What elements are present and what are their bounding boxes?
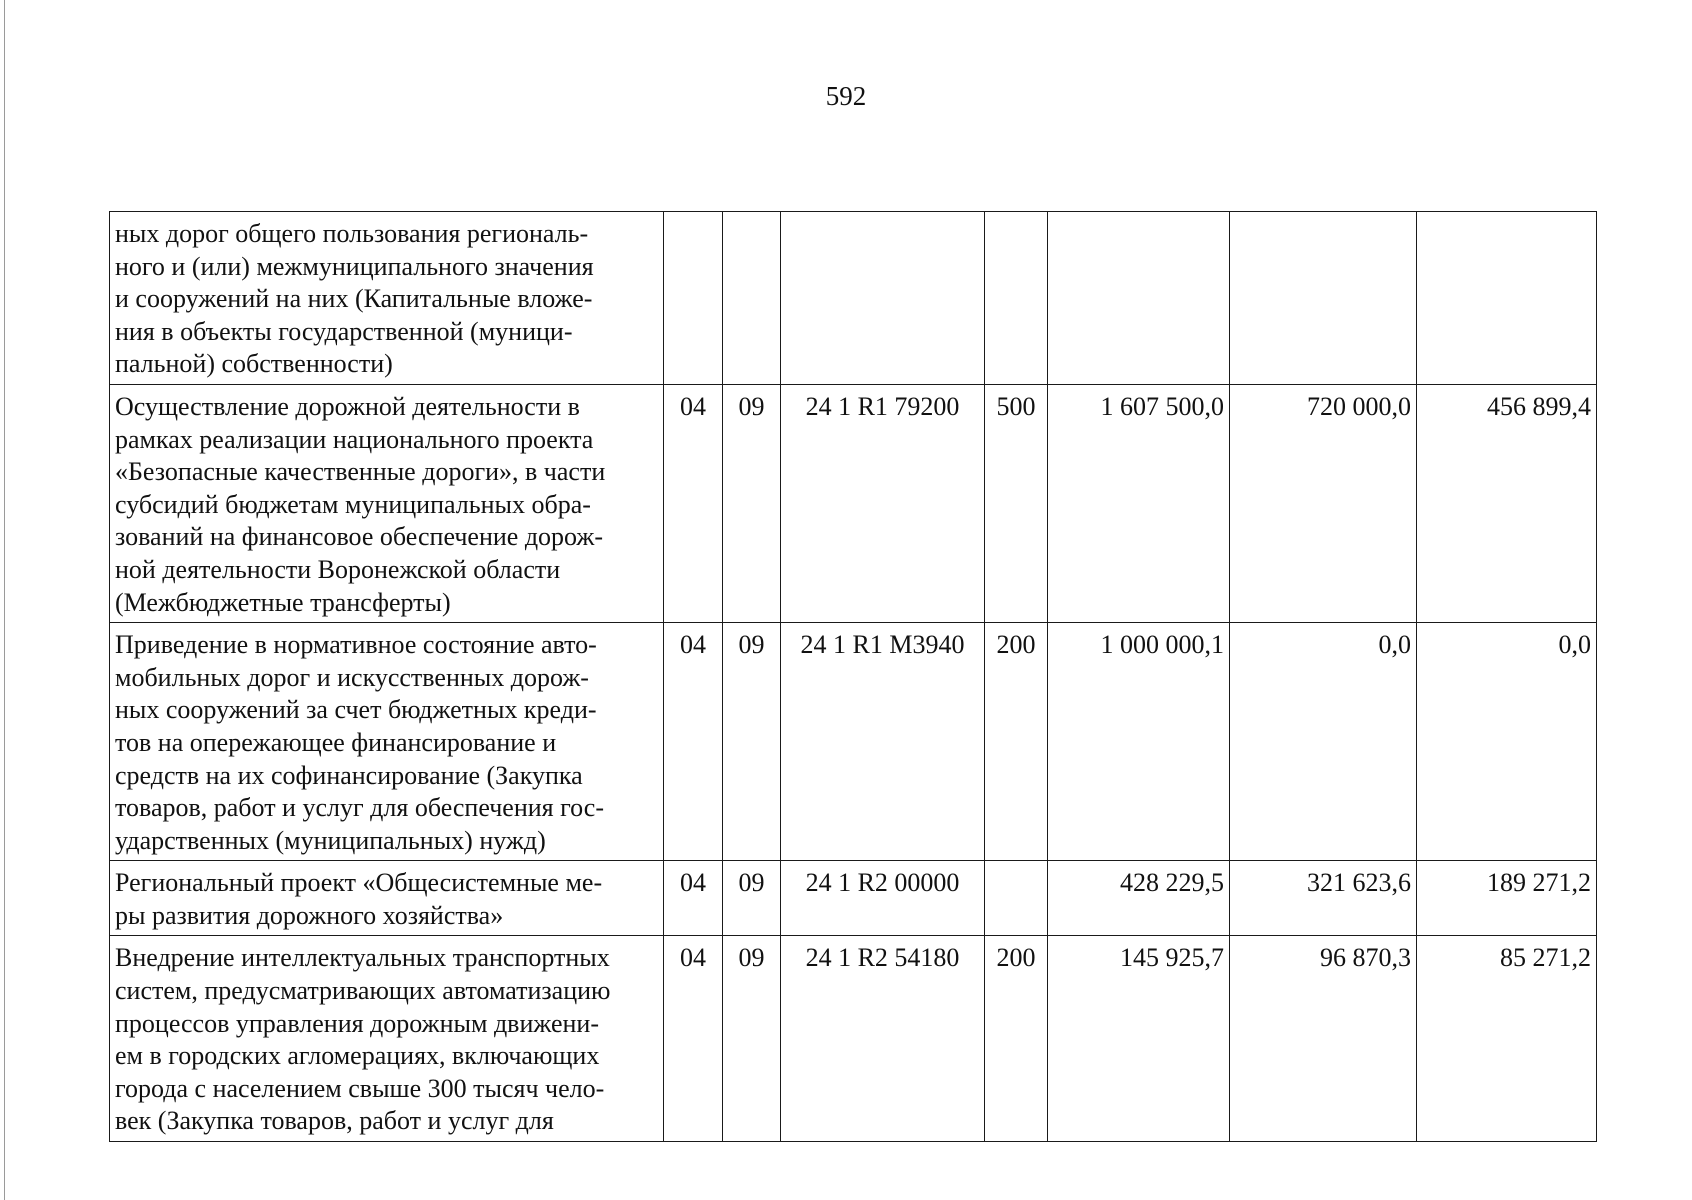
amount-year1-cell: 1 607 500,0: [1048, 384, 1230, 622]
table-row: [110, 212, 1597, 385]
target-article-cell: 24 1 R1 M3940: [781, 623, 985, 861]
row-name-line: средств на их софинансирование (Закупка: [115, 760, 583, 790]
row-name-line: процессов управления дорожным движени-: [115, 1008, 600, 1038]
row-name-line: рамках реализации национального проекта: [115, 424, 594, 454]
row-name-line: ем в городских агломерациях, включающих: [115, 1041, 600, 1071]
row-name-line: города с населением свыше 300 тысяч чело-: [115, 1073, 605, 1103]
expense-type-cell: [985, 212, 1048, 385]
row-name-line: Региональный проект «Общесистемные ме-: [115, 868, 603, 898]
budget-table: [109, 211, 1597, 1142]
amount-year3-cell: 85 271,2: [1417, 936, 1597, 1142]
row-name-line: (Межбюджетные трансферты): [115, 587, 451, 617]
row-name-line: ударственных (муниципальных) нужд): [115, 825, 546, 855]
page-number: 592: [825, 81, 867, 111]
subsection-code-cell: [723, 212, 781, 385]
expense-type-cell: 500: [985, 384, 1048, 622]
row-name-line: ния в объекты государственной (муници-: [115, 316, 573, 346]
scan-edge: [4, 0, 5, 1200]
section-code-cell: 04: [664, 623, 723, 861]
subsection-code-cell: 09: [723, 861, 781, 936]
amount-year2-cell: [1230, 212, 1417, 385]
row-name-cell: [110, 861, 664, 936]
expense-type-cell: [985, 861, 1048, 936]
subsection-code-cell: 09: [723, 623, 781, 861]
row-name-line: ных дорог общего пользования региональ-: [115, 219, 589, 248]
row-name-line: век (Закупка товаров, работ и услуг для: [115, 1106, 554, 1136]
section-code-cell: [664, 212, 723, 385]
amount-year2-cell: 720 000,0: [1230, 384, 1417, 622]
table-body: [110, 212, 1597, 1142]
row-name-cell: [110, 936, 664, 1142]
amount-year3-cell: 456 899,4: [1417, 384, 1597, 622]
amount-year3-cell: 0,0: [1417, 623, 1597, 861]
row-name-line: пальной) собственности): [115, 349, 393, 379]
row-name-line: и сооружений на них (Капитальные вложе-: [115, 284, 593, 314]
amount-year1-cell: 145 925,7: [1048, 936, 1230, 1142]
row-name-line: Осуществление дорожной деятельности в: [115, 391, 580, 421]
table-row: [110, 861, 1597, 936]
target-article-cell: 24 1 R2 54180: [781, 936, 985, 1142]
amount-year1-cell: 1 000 000,1: [1048, 623, 1230, 861]
row-name-line: ры развития дорожного хозяйства»: [115, 900, 504, 930]
row-name-line: тов на опережающее финансирование и: [115, 727, 557, 757]
table-row: [110, 384, 1597, 622]
section-code-cell: 04: [664, 384, 723, 622]
amount-year3-cell: 189 271,2: [1417, 861, 1597, 936]
row-name-line: «Безопасные качественные дороги», в части: [115, 457, 606, 487]
section-code-cell: 04: [664, 861, 723, 936]
row-name-line: ных сооружений за счет бюджетных креди-: [115, 695, 597, 725]
target-article-cell: 24 1 R2 00000: [781, 861, 985, 936]
row-name-line: ного и (или) межмуниципального значения: [115, 251, 594, 281]
target-article-cell: [781, 212, 985, 385]
subsection-code-cell: 09: [723, 384, 781, 622]
table-row: [110, 936, 1597, 1142]
row-name-line: товаров, работ и услуг для обеспечения гос-: [115, 793, 604, 823]
row-name-cell: [110, 623, 664, 861]
amount-year2-cell: 321 623,6: [1230, 861, 1417, 936]
table-row: [110, 623, 1597, 861]
row-name-line: зований на финансовое обеспечение дорож-: [115, 522, 604, 552]
amount-year3-cell: [1417, 212, 1597, 385]
row-name-line: мобильных дорог и искусственных дорож-: [115, 662, 589, 692]
target-article-cell: 24 1 R1 79200: [781, 384, 985, 622]
row-name-cell: [110, 212, 664, 385]
section-code-cell: 04: [664, 936, 723, 1142]
amount-year1-cell: 428 229,5: [1048, 861, 1230, 936]
amount-year2-cell: 0,0: [1230, 623, 1417, 861]
row-name-line: Приведение в нормативное состояние авто-: [115, 630, 597, 660]
subsection-code-cell: 09: [723, 936, 781, 1142]
row-name-cell: [110, 384, 664, 622]
expense-type-cell: 200: [985, 623, 1048, 861]
row-name-line: Внедрение интеллектуальных транспортных: [115, 943, 610, 973]
amount-year2-cell: 96 870,3: [1230, 936, 1417, 1142]
row-name-line: ной деятельности Воронежской области: [115, 554, 561, 584]
row-name-line: систем, предусматривающих автоматизацию: [115, 976, 611, 1006]
amount-year1-cell: [1048, 212, 1230, 385]
expense-type-cell: 200: [985, 936, 1048, 1142]
row-name-line: субсидий бюджетам муниципальных обра-: [115, 489, 591, 519]
